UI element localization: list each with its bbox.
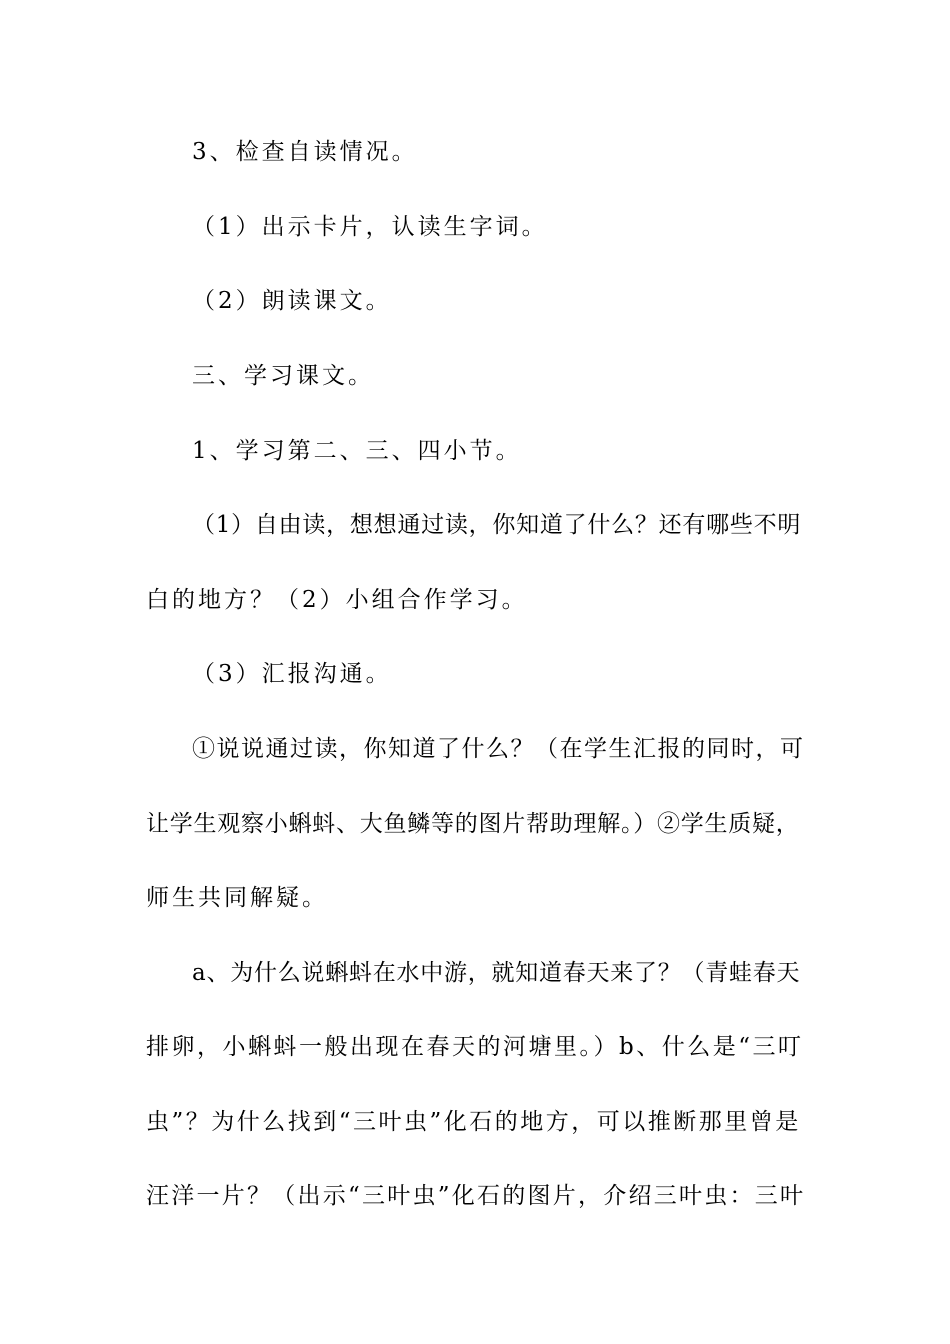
text-line: ①说说通过读，你知道了什么？（在学生汇报的同时，可 [192, 736, 805, 762]
text-line: 虫”？为什么找到“三叶虫”化石的地方，可以推断那里曾是 [146, 1109, 801, 1135]
text-line: 1、学习第二、三、四小节。 [192, 438, 522, 464]
text-line: 三、学习课文。 [192, 363, 374, 389]
text-line: 汪洋一片？（出示“三叶虫”化石的图片，介绍三叶虫：三叶 [146, 1183, 806, 1209]
text-line: 师生共同解疑。 [146, 885, 328, 911]
text-line: （1）出示卡片，认读生字词。 [192, 214, 548, 240]
text-line: 白的地方？（2）小组合作学习。 [146, 587, 528, 613]
text-line: （1）自由读，想想通过读，你知道了什么？还有哪些不明 [192, 512, 802, 538]
text-line: 3、检查自读情况。 [192, 139, 418, 165]
text-line: （3）汇报沟通。 [192, 661, 392, 687]
text-line: 排卵，小蝌蚪一般出现在春天的河塘里。）b、什么是“三叮 [146, 1034, 804, 1060]
text-line: （2）朗读课文。 [192, 288, 392, 314]
text-line: 让学生观察小蝌蚪、大鱼鳞等的图片帮助理解。）②学生质疑， [146, 811, 800, 837]
text-line: a、为什么说蝌蚪在水中游，就知道春天来了？（青蛙春天 [192, 960, 801, 986]
